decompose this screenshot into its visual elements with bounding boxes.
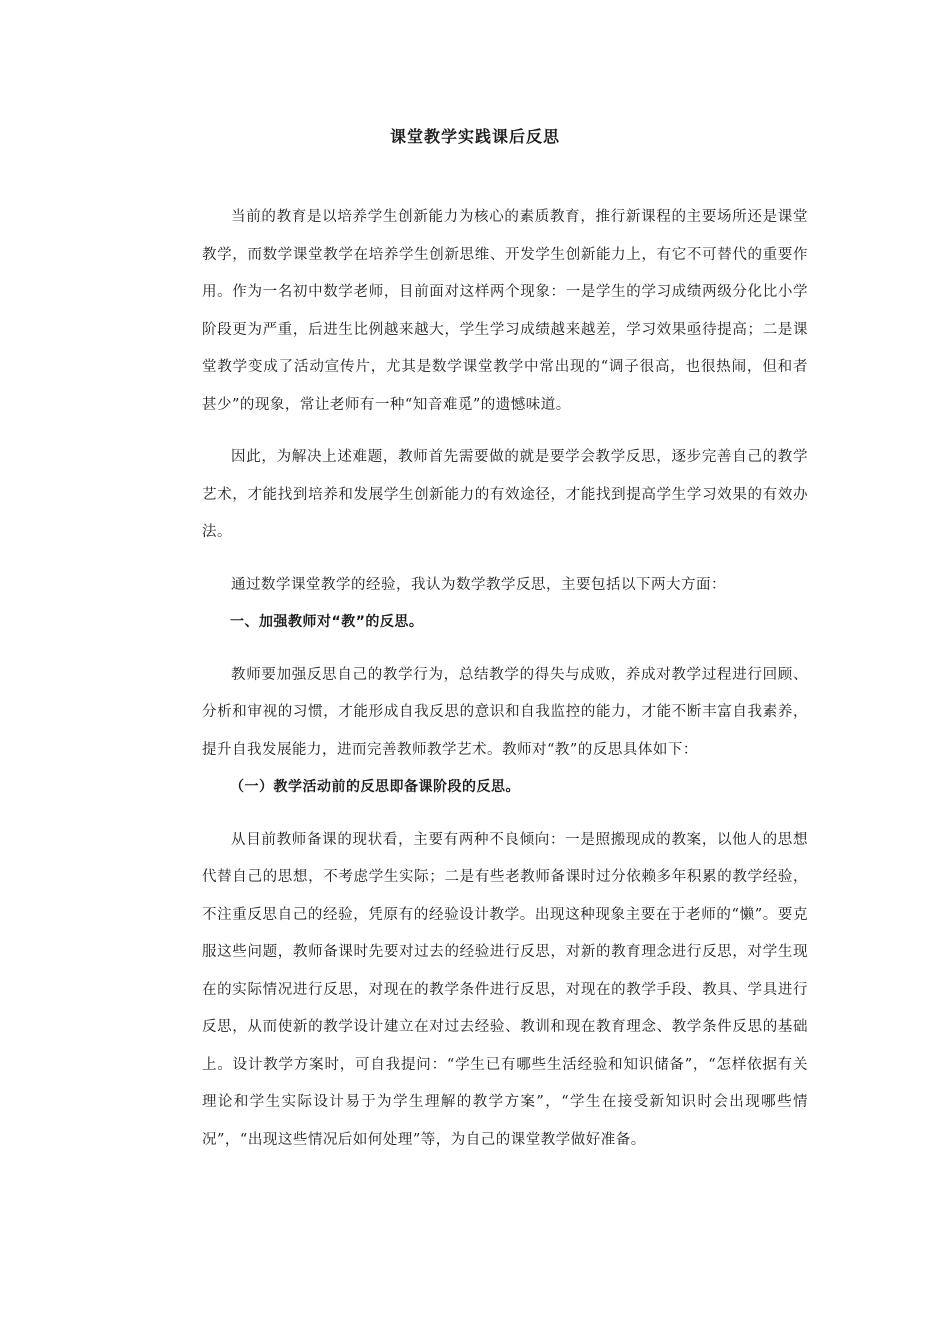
paragraph-teacher-reflection: 教师要加强反思自己的教学行为，总结教学的得失与成败，养成对教学过程进行回顾、分析和审视的习惯，才能形成自我反思的意识和自我监控的能力，才能不断丰富自我素养，提升自我发展能力，进而完善教师教学艺术。教师对“教”的反思具体如下： (202, 666, 808, 758)
document-body (202, 199, 808, 1159)
paragraph-therefore: 因此，为解决上述难题，教师首先需要做的就是要学会教学反思，逐步完善自己的教学艺术，才能找到培养和发展学生创新能力的有效途径，才能找到提高学生学习效果的有效办法。 (202, 449, 808, 540)
document-title: 课堂教学实践课后反思 (389, 127, 560, 146)
section-heading-1: 一、加强教师对“教”的反思。 (230, 614, 424, 630)
paragraph-intro: 当前的教育是以培养学生创新能力为核心的素质教育，推行新课程的主要场所还是课堂教学，而数学课堂教学在培养学生创新思维、开发学生创新能力上，有它不可替代的重要作用。作为一名初中数学老师，目前面对这样两个现象：一是学生的学习成绩两级分化比小学阶段更为严重，后进生比例越来越大，学生学习成绩越来越差，学习效果亟待提高；二是课堂教学变成了活动宣传片，尤其是数学课堂教学中常出现的“调子很高，也很热闹，但和者甚少”的现象，常让老师有一种“知音难觅”的遗憾味道。 (202, 209, 808, 413)
paragraph-overview: 通过数学课堂教学的经验，我认为数学教学反思，主要包括以下两大方面： (231, 576, 726, 593)
subsection-heading-1: （一）教学活动前的反思即备课阶段的反思。 (230, 779, 520, 795)
paragraph-lesson-prep: 从目前教师备课的现状看，主要有两种不良倾向：一是照搬现成的教案，以他人的思想代替自己的思想，不考虑学生实际；二是有些老教师备课时过分依赖多年积累的教学经验，不注重反思自己的经验，凭原有的经验设计教学。出现这种现象主要在于老师的“懒”。要克服这些问题，教师备课时先要对过去的经验进行反思，对新的教育理念进行反思，对学生现在的实际情况进行反思，对现在的教学条件进行反思，对现在的教学手段、教具、学具进行反思，从而使新的教学设计建立在对过去经验、教训和现在教育理念、教学条件反思的基础上。设计教学方案时，可自我提问：“学生已有哪些生活经验和知识储备”，“怎样依据有关理论和学生实际设计易于为学生理解的教学方案”，“学生在接受新知识时会出现哪些情况”，“出现这些情况后如何处理”等，为自己的课堂教学做好准备。 (202, 831, 808, 1148)
